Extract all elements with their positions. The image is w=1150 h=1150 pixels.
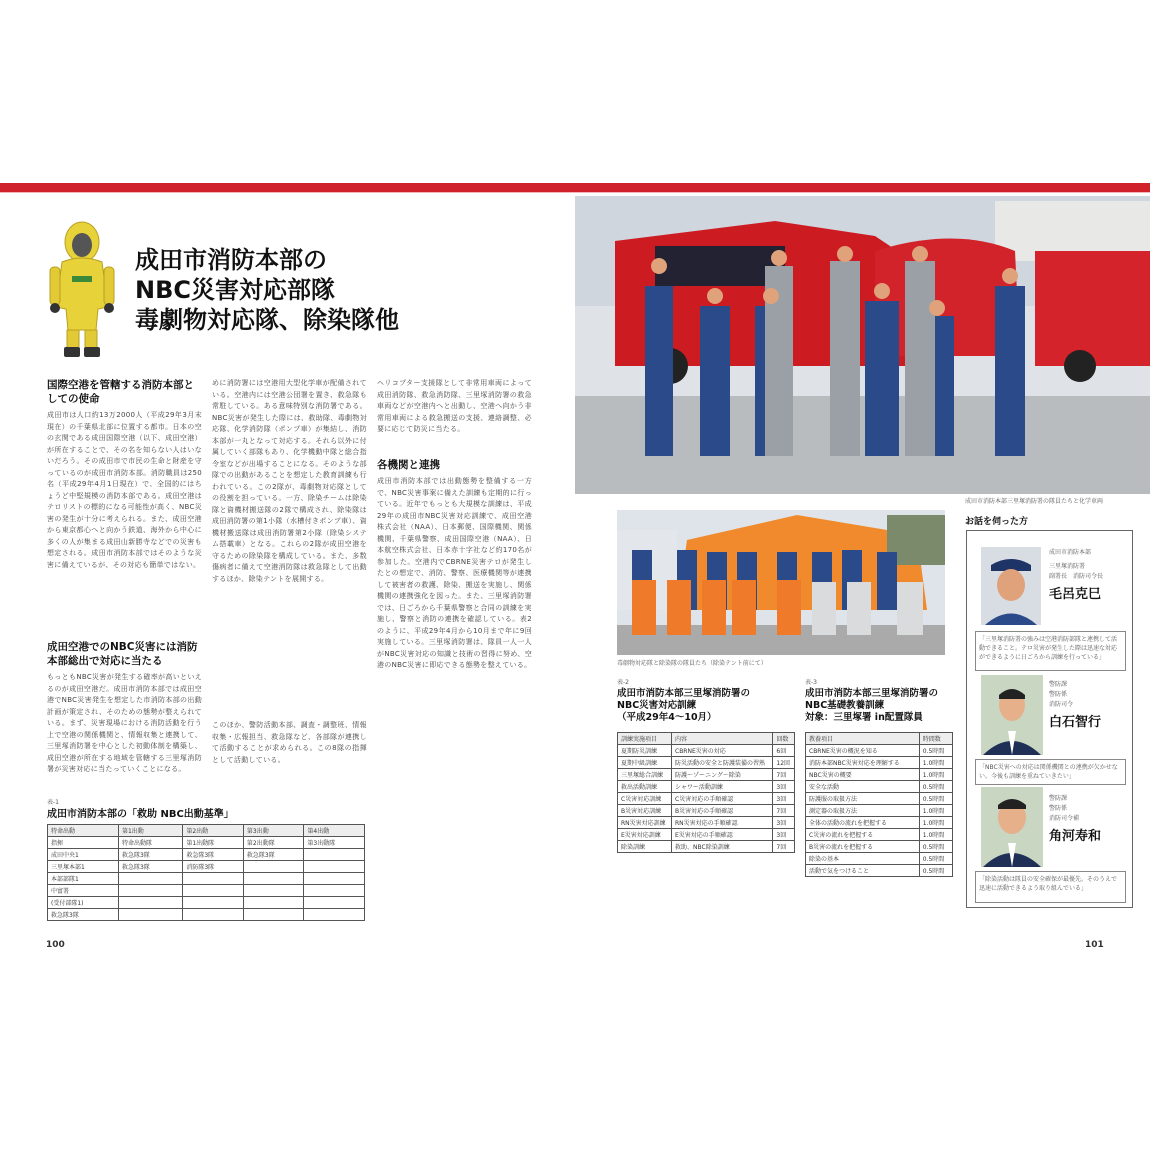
table-cell xyxy=(243,861,304,873)
table-cell: 消防本部NBC災害対応を理解する xyxy=(806,757,920,769)
table-row xyxy=(618,805,795,817)
table-row xyxy=(48,897,365,909)
table-cell: 0.5時間 xyxy=(919,841,952,853)
table-cell: 救出活動訓練 xyxy=(618,781,672,793)
table-cell xyxy=(304,861,365,873)
header-red-band xyxy=(0,183,1150,192)
table-cell: 0.5時間 xyxy=(919,781,952,793)
person3-dept: 警防係 xyxy=(1049,805,1068,812)
table-cell xyxy=(304,849,365,861)
table-header-cell: 時間数 xyxy=(919,733,952,745)
table3-caption-line: 成田市消防本部三里塚消防署の xyxy=(805,688,939,699)
person3-quote: 「除染活動は隊員の安全確保が最優先。そのうえで迅速に活動できるよう取り組んでいる」 xyxy=(975,871,1126,903)
table-row xyxy=(806,805,953,817)
table-cell xyxy=(304,897,365,909)
table-cell: 夏期防災訓練 xyxy=(618,745,672,757)
table-cell xyxy=(183,885,244,897)
table-row xyxy=(48,861,365,873)
table-cell: RN災害対応の手順確認 xyxy=(672,817,773,829)
table-cell xyxy=(243,873,304,885)
table-cell: CBRNE災害の対応 xyxy=(672,745,773,757)
table-cell: 1.0時間 xyxy=(919,757,952,769)
table-cell: NBC災害の概要 xyxy=(806,769,920,781)
body-column-3: ヘリコプター支援隊として非常用車両によって成田消防隊、救急消防隊、三里塚消防署の救急車両などが空港内へと出動し、空港へ向かう非常用車両による救急搬送の支援、連絡調整、必要に応じて防災に当たる。 xyxy=(377,379,532,433)
main-photo-caption: 成田市消防本部三里塚消防署の隊員たちと化学車両 xyxy=(965,498,1104,505)
person1-role: 副署長 消防司令長 xyxy=(1049,573,1104,580)
table-cell: 第2出動隊 xyxy=(243,837,304,849)
table-header-cell: 第3出動 xyxy=(243,825,304,837)
page-number-right: 101 xyxy=(1085,940,1104,950)
avatar-person-3 xyxy=(981,787,1043,867)
table-cell: 救急隊3隊 xyxy=(118,861,182,873)
table-cell xyxy=(183,873,244,885)
table-cell: 救助、NBC除染訓練 xyxy=(672,841,773,853)
table-row xyxy=(806,865,953,877)
table-cell xyxy=(118,909,182,921)
table-header-cell: 第4出動 xyxy=(304,825,365,837)
person3-role: 消防司令補 xyxy=(1049,815,1080,822)
table-header-cell: 特命出動 xyxy=(48,825,119,837)
table2 xyxy=(617,732,795,853)
person3-name: 角河寿和 xyxy=(1049,829,1102,844)
person1-dept: 三里塚消防署 xyxy=(1049,563,1086,570)
table-row xyxy=(48,909,365,921)
table-cell: 全体の活動の流れを把握する xyxy=(806,817,920,829)
table2-label: 表-2 xyxy=(617,679,629,686)
table-cell: 成田中央1 xyxy=(48,849,119,861)
title-line-1: 成田市消防本部の xyxy=(135,246,327,274)
table-cell: 測定器の取扱方法 xyxy=(806,805,920,817)
section-heading-2: 成田空港でのNBC災害には消防本部総出で対応に当たる xyxy=(47,641,198,667)
table-row xyxy=(806,745,953,757)
table-row xyxy=(618,817,795,829)
table-cell: 指揮 xyxy=(48,837,119,849)
table-cell xyxy=(118,873,182,885)
body-column-1b: もっともNBC災害が発生する確率が高いといえるのが成田空港だ。成田市消防本部では成田空港でNBC災害発生を想定した市消防本部の出動計画が策定され、そのための態勢が整えられている。まず、災害現場における消防活動を行う上で空港の関係機関と、情報収集と連携して、三里塚消防署を中心とした初動体制を構築し、成田空港が所在する地域を管轄する三里塚消防署が災害対応に当たっていくことになる。 xyxy=(47,673,202,773)
body-column-3b: 成田市消防本部では出動態勢を整備する一方で、NBC災害事案に備えた訓練も定期的に行っている。近年でもっとも大規模な訓練は、平成29年の成田市NBC災害対応訓練で、成田空港株式会社（NAA）、日本郵便、国際機関、関係機関、千葉県警察、成田国際空港（NAA）、日本航空株式会社、日本赤十字社など約170名が参加した。空港内でCBRNE災害テロが発生したとの想定で、消防、警察、医療機関等が連携して被害者の救護、除染、搬送を実施し、関係機関の連携強化を図った。また、三里塚消防署では、日ごろから千葉県警察と合同の訓練を実施し、警察と消防の連携を確認している。表2のように、平成29年4月から10月まで年に9回実施している。三里塚消防署は、隊員一人一人がNBC災害対応の知識と技術の習得に努め、空港のNBC災害に即応できる態勢を整えている。 xyxy=(377,477,532,669)
table-cell: 防護服の取扱方法 xyxy=(806,793,920,805)
table-row xyxy=(806,757,953,769)
table-cell: CBRNE災害の概況を知る xyxy=(806,745,920,757)
table1-label: 表-1 xyxy=(47,799,59,806)
table-cell: 活動で気をつけること xyxy=(806,865,920,877)
table-row xyxy=(618,745,795,757)
table-row xyxy=(806,793,953,805)
table-cell xyxy=(183,909,244,921)
table3-label: 表-3 xyxy=(805,679,817,686)
person1-org: 成田市消防本部 xyxy=(1049,549,1092,556)
header-red-band-shadow xyxy=(0,192,1150,193)
table-row xyxy=(806,769,953,781)
table-cell: 3回 xyxy=(773,817,795,829)
person3-org: 警防課 xyxy=(1049,795,1068,802)
table-cell: 救急隊3隊 xyxy=(243,849,304,861)
title-line-3: 毒劇物対応隊、除染隊他 xyxy=(135,306,399,334)
table-cell xyxy=(304,885,365,897)
table2-caption-line: 成田市消防本部三里塚消防署の xyxy=(617,688,751,699)
table-cell: 6回 xyxy=(773,745,795,757)
table-cell: (受付部隊1) xyxy=(48,897,119,909)
table3-caption-line: NBC基礎教養訓練 xyxy=(805,700,885,711)
table-row xyxy=(806,817,953,829)
table-row xyxy=(48,849,365,861)
body-column-1: 成田市は人口約13万2000人（平成29年3月末現在）の千葉県北部に位置する都市。日本の空の玄関である成田国際空港（以下、成田空港）が所在することで、その名を知らない人はいないだろう。その成田市で市民の生命と財産を守っているのが成田市消防本部。消防職員は250名（平成29年4月1日現在）で、全国的にはちょうど中堅規模の消防本部である。成田空港はテロリストの標的になる可能性が高く、NBC災害の発生が十分に考えられる。また、成田空港から東京都心へと向かう鉄道、海外から中心に多くの人が集まる成田山新勝寺などでの災害も想定される。成田市消防本部ではそのような災害に備えているが、その対応も簡単ではない。 xyxy=(47,411,202,569)
person2-name: 白石智行 xyxy=(1049,715,1102,730)
table-cell: 第3出動隊 xyxy=(304,837,365,849)
table-header-cell: 第1出動 xyxy=(118,825,182,837)
table-cell: C災害の流れを把握する xyxy=(806,829,920,841)
table-cell: 除染訓練 xyxy=(618,841,672,853)
table-header-row xyxy=(48,825,365,837)
table-header-cell: 訓練実施項目 xyxy=(618,733,672,745)
table-row xyxy=(618,829,795,841)
table-cell: B災害対応訓練 xyxy=(618,805,672,817)
table-cell xyxy=(243,885,304,897)
table-row xyxy=(48,885,365,897)
table-cell: 除染の基本 xyxy=(806,853,920,865)
table-cell: E災害対応の手順確認 xyxy=(672,829,773,841)
table-row xyxy=(618,793,795,805)
table-cell: 救急隊3隊 xyxy=(183,849,244,861)
table-row xyxy=(618,781,795,793)
table-cell: 7回 xyxy=(773,769,795,781)
table-cell: C災害対応の手順確認 xyxy=(672,793,773,805)
table-cell: B災害対応の手順確認 xyxy=(672,805,773,817)
table-cell: 三里塚本部1 xyxy=(48,861,119,873)
avatar-person-1 xyxy=(981,547,1041,625)
table-cell: 救急隊3隊 xyxy=(118,849,182,861)
table-cell: 7回 xyxy=(773,841,795,853)
table-cell xyxy=(304,873,365,885)
person1-name: 毛呂克巳 xyxy=(1049,587,1102,602)
person2-org: 警防課 xyxy=(1049,681,1068,688)
table-cell: 1.0時間 xyxy=(919,769,952,781)
table-header-row xyxy=(618,733,795,745)
table-cell: 1.0時間 xyxy=(919,805,952,817)
table-cell: 7回 xyxy=(773,805,795,817)
table-cell: 3回 xyxy=(773,829,795,841)
table-cell: 特命出動隊 xyxy=(118,837,182,849)
person2-role: 消防司令 xyxy=(1049,701,1074,708)
table-cell xyxy=(243,897,304,909)
table2-caption-line: NBC災害対応訓練 xyxy=(617,700,697,711)
table-cell xyxy=(243,909,304,921)
table-cell: 0.5時間 xyxy=(919,865,952,877)
table-cell: 防災活動の安全と防護装備の習熟 xyxy=(672,757,773,769)
table-row xyxy=(806,853,953,865)
table-cell: B災害の流れを把握する xyxy=(806,841,920,853)
table2-caption-line: （平成29年4〜10月） xyxy=(617,712,717,723)
table-row xyxy=(618,841,795,853)
table-row xyxy=(618,757,795,769)
table-row xyxy=(806,829,953,841)
table-cell: RN災害対応訓練 xyxy=(618,817,672,829)
table-cell: 夏期中級訓練 xyxy=(618,757,672,769)
table-header-cell: 内容 xyxy=(672,733,773,745)
table-header-cell: 教養項目 xyxy=(806,733,920,745)
table-cell: E災害対応訓練 xyxy=(618,829,672,841)
table-cell: C災害対応訓練 xyxy=(618,793,672,805)
table-cell: 3回 xyxy=(773,793,795,805)
table-cell: 防護〜ゾーニング〜除染 xyxy=(672,769,773,781)
person2-quote: 「NBC災害への対応は関係機関との連携が欠かせない。今後も訓練を重ねていきたい」 xyxy=(975,759,1126,785)
table-cell: 1.0時間 xyxy=(919,829,952,841)
table-cell: 1.0時間 xyxy=(919,817,952,829)
table-row xyxy=(806,841,953,853)
group-photo-caption: 毒劇物対応隊と除染隊の隊員たち（除染テント前にて） xyxy=(617,660,767,667)
table-cell xyxy=(183,897,244,909)
table3-caption xyxy=(805,688,938,724)
table2-caption xyxy=(617,688,750,724)
person1-quote: 「三里塚消防署の強みは空港消防部隊と連携して活動できること。テロ災害が発生した際は迅速な対応ができるように日ごろから訓練を行っている」 xyxy=(975,631,1126,671)
table-cell: 消防隊3隊 xyxy=(183,861,244,873)
table-row xyxy=(48,837,365,849)
table1-caption: 成田市消防本部の「救助 NBC出動基準」 xyxy=(47,809,234,820)
main-photo-fire-crew xyxy=(575,196,1150,494)
title-line-2: NBC災害対応部隊 xyxy=(135,276,335,304)
table-cell xyxy=(118,897,182,909)
table-cell: 第1出動隊 xyxy=(183,837,244,849)
table-row xyxy=(48,873,365,885)
table-cell: 中富署 xyxy=(48,885,119,897)
table-cell: 0.5時間 xyxy=(919,745,952,757)
table-cell: 安全な活動 xyxy=(806,781,920,793)
body-column-2b: このほか、警防活動本部、調査・調整班、情報収集・広報担当、救急隊など、各部隊が連携して活動することが求められる。この8隊の指揮として活動している。 xyxy=(212,721,367,764)
interviewees-box xyxy=(966,530,1133,908)
table1 xyxy=(47,824,365,921)
article-title xyxy=(135,245,399,335)
body-column-2: めに消防署には空港用大型化学車が配備されている。空港内には空港公団署を置き、救急隊も常駐している。ある意味特別な消防署である。NBC災害が発生した際には、救助隊、毒劇物対応隊、化学消防隊（ポンプ車）が集結し、消防本部が一丸となって対応する。それら以外に付属していく部隊もあり、化学機動中隊と総合指令室などが出場することになる。そのような部隊での出動があることを想定した教育訓練も行われている。この2隊が、毒劇物対応隊としての役割を担っている。一方、除染チームは除染隊と資機材搬送隊の2隊で構成され、除染隊は成田消防署の第1小隊（水槽付きポンプ車）、資機材搬送隊は成田消防署第2小隊（除染システム搭載車）となる。これらの2隊が成田空港を守るための除染隊を構成している。また、多数傷病者に備えて空港消防隊は救急隊として出動するほか、除染テントを展開する。 xyxy=(212,379,367,583)
table-row xyxy=(806,781,953,793)
table3-caption-line: 対象：三里塚署 in配置隊員 xyxy=(805,712,923,723)
section-heading-1: 国際空港を管轄する消防本部としての使命 xyxy=(47,379,194,405)
table-header-row xyxy=(806,733,953,745)
person2-dept: 警防係 xyxy=(1049,691,1068,698)
page-number-left: 100 xyxy=(46,940,65,950)
table-row xyxy=(618,769,795,781)
table-cell: 12回 xyxy=(773,757,795,769)
table-cell: 三里塚総合訓練 xyxy=(618,769,672,781)
table-cell xyxy=(304,909,365,921)
table-header-cell: 第2出動 xyxy=(183,825,244,837)
interviewees-heading: お話を伺った方 xyxy=(965,517,1029,527)
table-cell: 0.5時間 xyxy=(919,853,952,865)
table-cell: 救急隊3隊 xyxy=(48,909,119,921)
table-cell: シャワー活動訓練 xyxy=(672,781,773,793)
table-cell: 3回 xyxy=(773,781,795,793)
table3 xyxy=(805,732,953,877)
table-cell: 0.5時間 xyxy=(919,793,952,805)
hazmat-suit-figure xyxy=(42,212,122,362)
table-cell xyxy=(118,885,182,897)
table-header-cell: 回数 xyxy=(773,733,795,745)
avatar-person-2 xyxy=(981,675,1043,755)
section-heading-3: 各機関と連携 xyxy=(377,459,440,471)
table-cell: 本部部隊1 xyxy=(48,873,119,885)
group-photo-decon-team xyxy=(617,510,945,655)
